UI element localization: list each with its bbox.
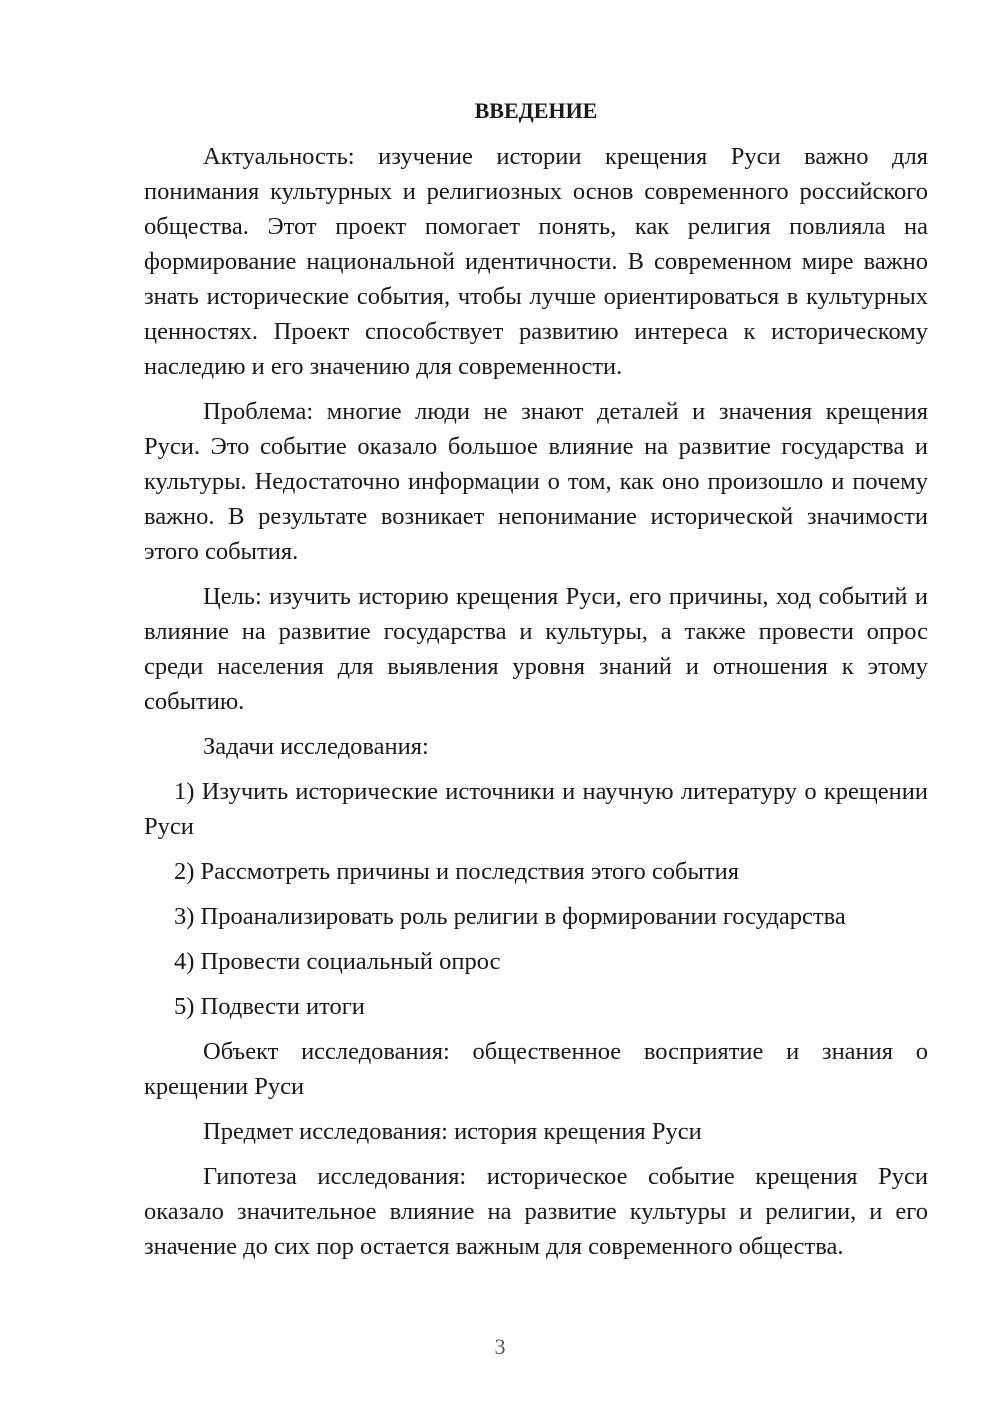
task-item-4: 4) Провести социальный опрос	[174, 948, 501, 975]
page-number: 3	[494, 1334, 506, 1359]
goal-paragraph: Цель: изучить историю крещения Руси, его причины, ход событий и влияние на развитие государства и культуры, а также провести опрос среди населения для выявления уровня знаний и отношения к этому событию.	[144, 583, 928, 715]
subject-paragraph: Предмет исследования: история крещения Руси	[203, 1118, 702, 1145]
tasks-heading: Задачи исследования:	[203, 733, 429, 760]
task-item-2: 2) Рассмотреть причины и последствия этого события	[174, 858, 740, 885]
relevance-paragraph: Актуальность: изучение истории крещения Руси важно для понимания культурных и религиозных основ современного российского общества. Этот проект помогает понять, как религия повлияла на формирование национальной идентичности. В современном мире важно знать исторические события, чтобы лучше ориентироваться в культурных ценностях. Проект способствует развитию интереса к историческому наследию и его значению для современности.	[144, 143, 928, 380]
document-body	[144, 93, 928, 1274]
problem-paragraph: Проблема: многие люди не знают деталей и значения крещения Руси. Это событие оказало большое влияние на развитие государства и культуры. Недостаточно информации о том, как оно произошло и почему важно. В результате возникает непонимание исторической значимости этого события.	[144, 398, 928, 565]
page-title: ВВЕДЕНИЕ	[474, 98, 598, 123]
object-paragraph: Объект исследования: общественное восприятие и знания о крещении Руси	[144, 1038, 928, 1100]
hypothesis-paragraph: Гипотеза исследования: историческое событие крещения Руси оказало значительное влияние на развитие культуры и религии, и его значение до сих пор остается важным для современного общества.	[144, 1163, 928, 1260]
task-item-5: 5) Подвести итоги	[174, 993, 365, 1020]
task-item-3: 3) Проанализировать роль религии в формировании государства	[174, 903, 846, 930]
task-item-1: 1) Изучить исторические источники и научную литературу о крещении Руси	[144, 778, 928, 840]
